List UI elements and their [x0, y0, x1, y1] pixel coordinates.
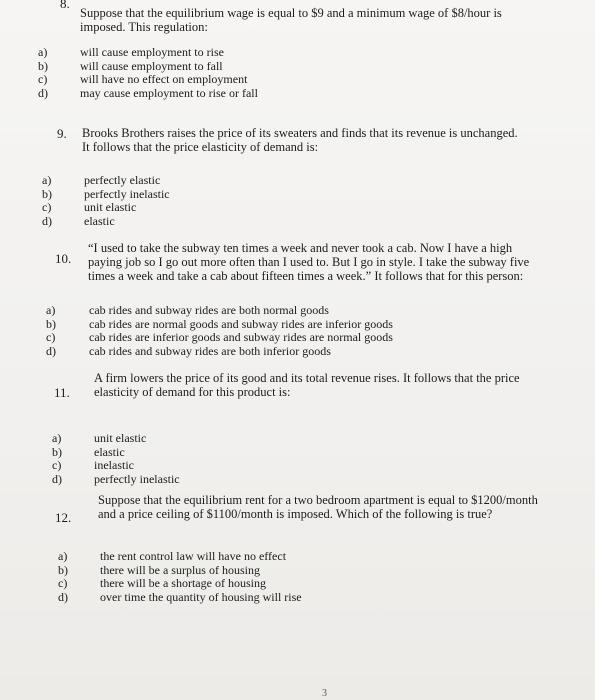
option-letter: c)	[38, 72, 48, 86]
option-letter: a)	[46, 303, 56, 317]
option-text: there will be a surplus of housing	[100, 562, 260, 577]
option-list	[42, 174, 542, 228]
option-c[interactable]	[58, 577, 558, 591]
option-letter: b)	[38, 58, 48, 73]
question-line: A firm lowers the price of its good and its total revenue rises. It follows that the price	[94, 371, 520, 385]
option-text: elastic	[94, 444, 125, 459]
option-list	[38, 46, 538, 100]
option-text: perfectly inelastic	[84, 186, 170, 201]
option-text: perfectly inelastic	[94, 471, 180, 486]
option-letter: d)	[46, 343, 56, 358]
option-text: will cause employment to rise	[80, 45, 224, 59]
option-list	[52, 432, 552, 486]
question-text	[98, 493, 538, 521]
option-text: the rent control law will have no effect	[100, 549, 287, 563]
option-text: cab rides and subway rides are both inferior goods	[89, 343, 331, 358]
option-list	[58, 550, 558, 604]
option-letter: a)	[38, 45, 48, 59]
option-text: over time the quantity of housing will rise	[100, 589, 302, 604]
option-b[interactable]	[42, 188, 542, 202]
option-text: cab rides are normal goods and subway rides are inferior goods	[89, 316, 393, 331]
question-text	[88, 241, 529, 283]
question-number: 10.	[55, 251, 72, 266]
option-letter: d)	[42, 213, 52, 228]
option-c[interactable]	[52, 459, 552, 473]
option-letter: a)	[42, 173, 52, 187]
option-text: will have no effect on employment	[80, 72, 248, 86]
option-d[interactable]	[58, 591, 558, 605]
option-d[interactable]	[42, 215, 542, 229]
question-line: It follows that the price elasticity of demand is:	[82, 140, 319, 154]
question-line: imposed. This regulation:	[80, 20, 208, 34]
option-a[interactable]	[42, 174, 542, 188]
option-text: inelastic	[94, 458, 134, 472]
question-line: Suppose that the equilibrium rent for a two bedroom apartment is equal to $1200/month	[98, 493, 538, 507]
option-a[interactable]	[38, 46, 538, 60]
option-letter: b)	[46, 316, 56, 331]
question-line: paying job so I go out more often than I used to. But I go in style. I take the subway five	[88, 255, 530, 269]
option-a[interactable]	[52, 432, 552, 446]
option-d[interactable]	[38, 87, 538, 101]
question-line: times a week and take a cab about fifteen times a week.” It follows that for this person:	[88, 269, 524, 283]
option-b[interactable]	[46, 318, 546, 332]
option-a[interactable]	[46, 304, 546, 318]
question-line: elasticity of demand for this product is:	[94, 385, 291, 399]
option-c[interactable]	[38, 73, 538, 87]
question-number: 8.	[60, 0, 70, 11]
option-letter: d)	[52, 471, 62, 486]
option-b[interactable]	[52, 446, 552, 460]
option-letter: c)	[46, 330, 56, 344]
option-letter: b)	[52, 444, 62, 459]
option-d[interactable]	[52, 473, 552, 487]
option-letter: c)	[42, 200, 52, 214]
question-text	[80, 6, 502, 34]
option-text: may cause employment to rise or fall	[80, 85, 258, 100]
option-d[interactable]	[46, 345, 546, 359]
option-list	[46, 304, 546, 358]
option-letter: b)	[42, 186, 52, 201]
option-letter: a)	[52, 431, 62, 445]
question-line: “I used to take the subway ten times a week and never took a cab. Now I have a high	[88, 241, 513, 255]
question-number: 9.	[57, 126, 67, 141]
option-letter: a)	[58, 549, 68, 563]
option-letter: d)	[58, 589, 68, 604]
question-line: Brooks Brothers raises the price of its sweaters and finds that its revenue is unchanged.	[82, 126, 518, 140]
option-letter: c)	[52, 458, 62, 472]
question-number: 12.	[55, 510, 72, 525]
question-text	[82, 126, 518, 154]
question-text	[94, 371, 520, 399]
option-letter: c)	[58, 576, 68, 590]
option-c[interactable]	[42, 201, 542, 215]
page-number: 3	[322, 688, 327, 699]
option-text: cab rides and subway rides are both normal goods	[89, 303, 329, 317]
option-b[interactable]	[38, 60, 538, 74]
option-text: will cause employment to fall	[80, 58, 223, 73]
question-line: Suppose that the equilibrium wage is equal to $9 and a minimum wage of $8/hour is	[80, 6, 502, 20]
option-text: there will be a shortage of housing	[100, 576, 266, 590]
option-letter: b)	[58, 562, 68, 577]
option-text: perfectly elastic	[84, 173, 161, 187]
option-text: cab rides are inferior goods and subway rides are normal goods	[89, 330, 393, 344]
option-c[interactable]	[46, 331, 546, 345]
option-text: unit elastic	[94, 431, 147, 445]
question-number: 11.	[54, 385, 70, 400]
option-a[interactable]	[58, 550, 558, 564]
option-letter: d)	[38, 85, 48, 100]
option-text: unit elastic	[84, 200, 137, 214]
question-line: and a price ceiling of $1100/month is imposed. Which of the following is true?	[98, 507, 493, 521]
option-text: elastic	[84, 213, 115, 228]
option-b[interactable]	[58, 564, 558, 578]
